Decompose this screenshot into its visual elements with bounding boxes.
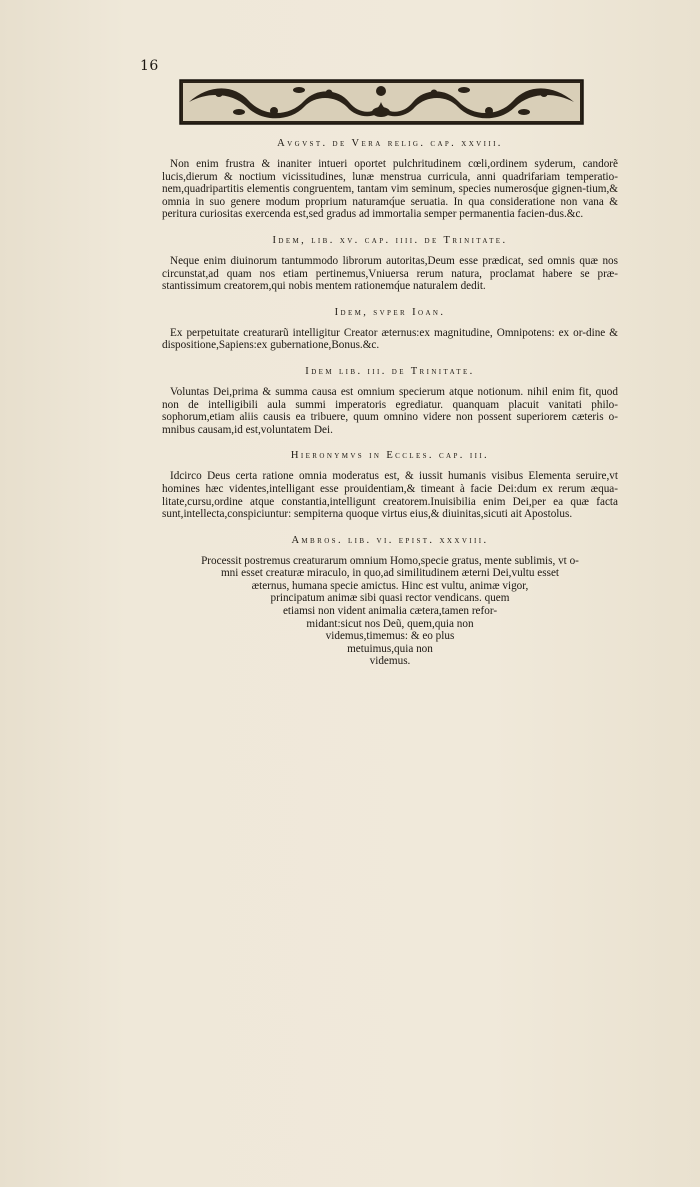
section-heading: Ambros. lib. vi. epist. xxxviii. bbox=[291, 534, 489, 546]
text-line: metuimus,quia non bbox=[347, 642, 433, 655]
section-idem-ioan bbox=[162, 307, 618, 352]
text-line: æternus, humana specie amictus. Hinc est vultu, animæ vigor, bbox=[251, 579, 529, 592]
section-heading: Idem, svper Ioan. bbox=[334, 306, 446, 318]
section-heading: Hieronymvs in Eccles. cap. iii. bbox=[290, 450, 490, 462]
section-paragraph: Idcirco Deus certa ratione omnia moderatus est, & iussit humanis visibus Elementa seruire,vt homines hæc videntes,intelligant esse prouidentiam,& timeant à facie Dei:dum ex rerum æqua-litate,cursu,ordine atque constantia,intelligunt creatorem.Inuisibilia enim Dei,per ea quæ facta sunt,intellecta,conspiciuntur: sempiterna quoque virtus eius,& diuinitas,sicuti ait Apostolus. bbox=[162, 470, 618, 521]
section-augustine bbox=[162, 138, 618, 221]
text-line: videmus. bbox=[369, 655, 411, 668]
page-content bbox=[162, 138, 618, 682]
text-line: midant:sicut nos Deũ, quem,quia non bbox=[306, 617, 474, 630]
section-paragraph: Voluntas Dei,prima & summa causa est omnium specierum atque notionum. nihil enim fit, quod non de intelligibili aula summi imperatoris egrediatur. quanquam placuit vanitati philo-sophorum,etiam aliis causis ea tribuere, quum omnino videre non possent superiorem cæteris o-mnibus causam,id est,voluntatem Dei. bbox=[162, 385, 618, 436]
section-paragraph: Neque enim diuinorum tantummodo librorum autoritas,Deum esse prædicat, sed omnis quæ nos circunstat,ad quam nos etiam pertinemus,Vniuersa rerum natura, proclamat habere se præ-stantissimum creatorem,qui nobis mentem rationemq́ue naturalem dedit. bbox=[162, 254, 618, 293]
ornamental-headpiece-icon bbox=[179, 79, 584, 125]
text-line: videmus,timemus: & eo plus bbox=[325, 630, 455, 643]
section-heading: Idem lib. iii. de Trinitate. bbox=[305, 365, 475, 377]
text-line: etiamsi non vident animalia cætera,tamen refor- bbox=[282, 605, 498, 618]
text-line: Processit postremus creaturarum omnium Homo,specie gratus, mente sublimis, vt o- bbox=[201, 554, 579, 567]
section-heading: Avgvst. de Vera relig. cap. xxviii. bbox=[277, 138, 503, 149]
section-heading: Idem, lib. xv. cap. iiii. de Trinitate. bbox=[272, 234, 508, 246]
page-number: 16 bbox=[140, 58, 159, 74]
section-idem-trinitate-iii bbox=[162, 366, 618, 436]
section-idem-trinitate-xv bbox=[162, 235, 618, 293]
text-line: principatum animæ sibi quasi rector vendicans. quem bbox=[270, 592, 510, 605]
tapered-paragraph bbox=[162, 555, 618, 668]
text-line: mni esset creaturæ miraculo, in quo,ad similitudinem æterni Dei,vultu esset bbox=[220, 567, 560, 580]
section-paragraph: Ex perpetuitate creaturarũ intelligitur Creator æternus:ex magnitudine, Omnipotens: ex or-dine & dispositione,Sapiens:ex gubernatione,Bonus.&c. bbox=[162, 326, 618, 352]
section-hieronymus bbox=[162, 450, 618, 520]
section-paragraph: Non enim frustra & inaniter intueri oportet pulchritudinem cœli,ordinem syderum, candorẽ lucis,dierum & noctium vicissitudines, lunæ menstrua curricula, anni quadrifariam temperatio-nem,quadripartitis elementis congruentem, tantam vim seminum, species numerosq́ue gignen-tium,& omnia in suo genere modum proprium naturamq́ue seruatia. In qua consideratione non vana & peritura curiositas exercenda est,sed gradus ad immortalia semper permanentia facien-dus.&c. bbox=[162, 158, 618, 221]
section-ambrosius bbox=[162, 535, 618, 668]
